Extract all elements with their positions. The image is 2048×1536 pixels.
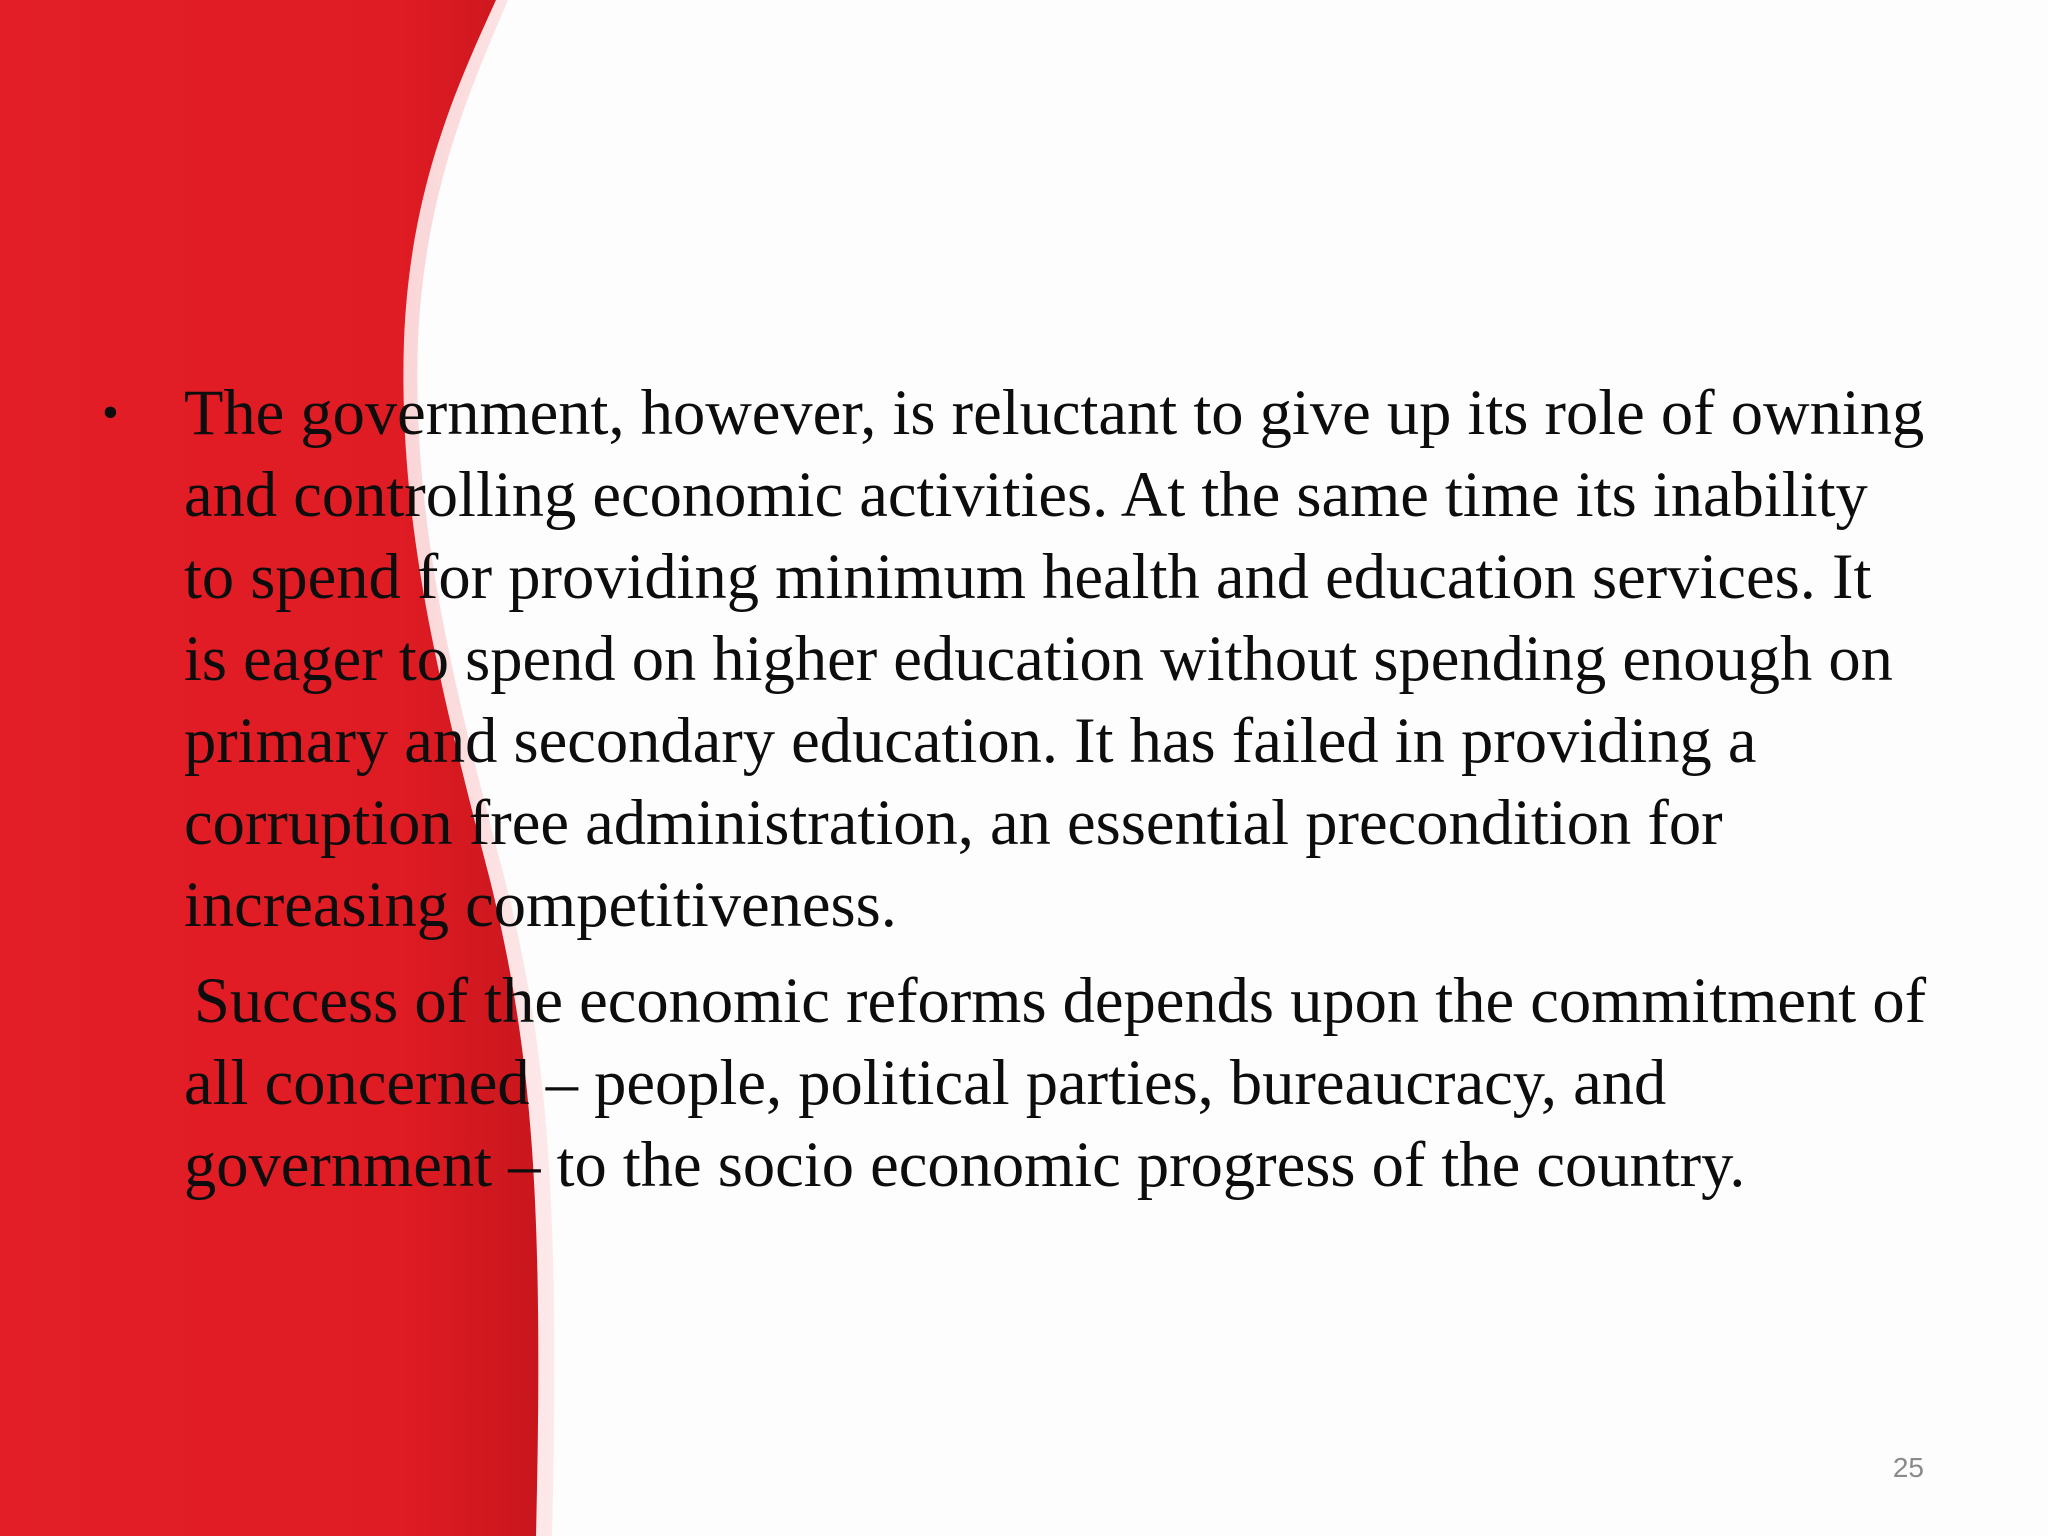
bullet-paragraph [100,372,2040,946]
text-line: to spend for providing minimum health and education services. It [184,541,1872,612]
text-line: increasing competitiveness. [184,869,897,940]
text-line: is eager to spend on higher education without spending enough on [184,623,1893,694]
bullet-marker: • [102,386,119,439]
text-line: and controlling economic activities. At the same time its inability [184,459,1868,530]
second-paragraph [100,960,2040,1206]
text-line: all concerned – people, political parties, bureaucracy, and [184,1047,1667,1118]
text-line: primary and secondary education. It has failed in providing a [184,705,1757,776]
text-line: government – to the socio economic progress of the country. [184,1129,1746,1200]
text-line: Success of the economic reforms depends upon the commitment of [194,965,1927,1036]
page-number: 25 [1892,1452,1924,1483]
text-line: The government, however, is reluctant to give up its role of owning [184,377,1925,448]
text-line: corruption free administration, an essential precondition for [184,787,1723,858]
slide-body [100,372,2040,1206]
